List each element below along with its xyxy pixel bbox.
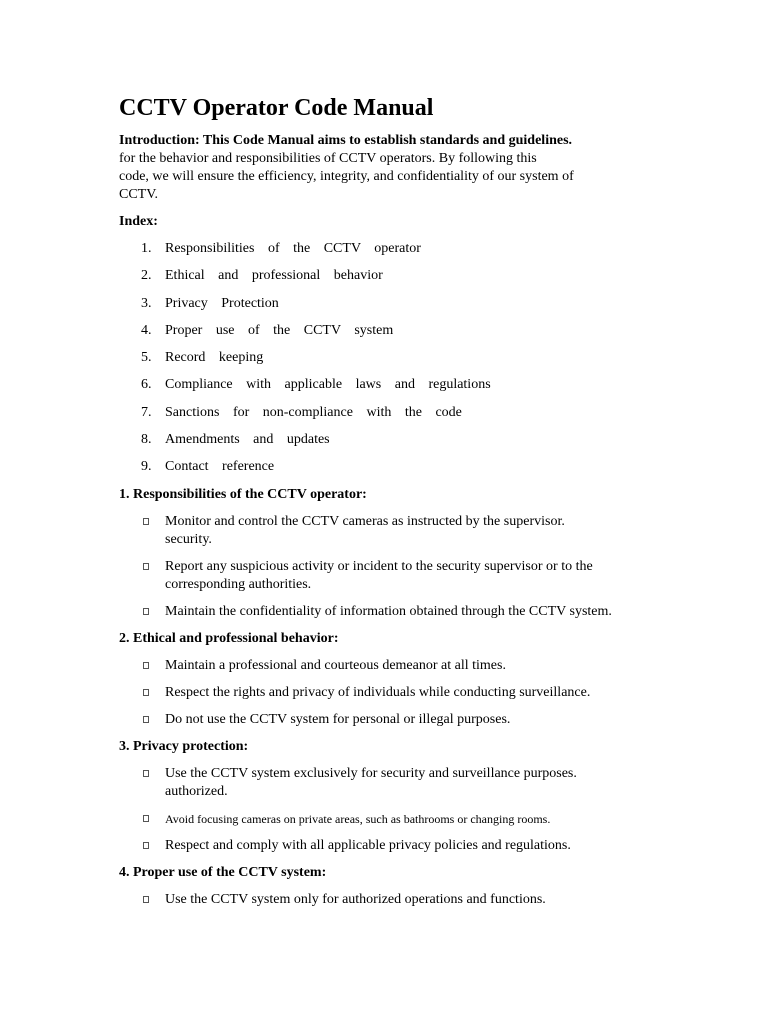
index-item	[119, 295, 639, 313]
bullet-line: authorized.	[165, 783, 228, 799]
index-item	[119, 376, 639, 394]
index-item-text: Compliance with applicable laws and regulations	[165, 377, 491, 393]
bullet-item	[119, 657, 639, 675]
section-bullet-list	[119, 513, 639, 621]
bullet-line: Monitor and control the CCTV cameras as instructed by the supervisor.	[165, 513, 565, 529]
bullet-box-icon	[143, 689, 149, 696]
index-item-number: 6.	[141, 377, 152, 393]
section-heading: 1. Responsibilities of the CCTV operator:	[119, 486, 367, 502]
section-heading: 2. Ethical and professional behavior:	[119, 630, 339, 646]
index-item-number: 5.	[141, 350, 152, 366]
bullet-line: Use the CCTV system only for authorized operations and functions.	[165, 891, 546, 907]
section-bullet-list	[119, 657, 639, 729]
index-item	[119, 267, 639, 285]
index-item-text: Ethical and professional behavior	[165, 268, 383, 284]
section-bullet-list	[119, 765, 639, 855]
bullet-line: Respect the rights and privacy of individuals while conducting surveillance.	[165, 684, 591, 700]
index-item-text: Contact reference	[165, 459, 275, 475]
bullet-line: Maintain a professional and courteous demeanor at all times.	[165, 657, 506, 673]
index-heading: Index:	[119, 214, 158, 229]
intro-line-4: CCTV.	[119, 187, 159, 202]
index-item	[119, 322, 639, 340]
bullet-box-icon	[143, 842, 149, 849]
bullet-line: Do not use the CCTV system for personal or illegal purposes.	[165, 711, 511, 727]
bullet-text	[165, 765, 639, 801]
bullet-text	[165, 810, 639, 828]
section-bullet-list	[119, 891, 639, 909]
bullet-line: Avoid focusing cameras on private areas, such as bathrooms or changing rooms.	[165, 811, 551, 826]
bullet-text	[165, 837, 639, 855]
bullet-item	[119, 891, 639, 909]
index-item-text: Record keeping	[165, 350, 264, 366]
index-item-number: 2.	[141, 268, 152, 284]
bullet-text	[165, 558, 639, 594]
bullet-item	[119, 765, 639, 801]
index-item	[119, 349, 639, 367]
document-page	[119, 93, 639, 918]
index-item-text: Sanctions for non-compliance with the code	[165, 404, 462, 420]
bullet-item	[119, 837, 639, 855]
bullet-text	[165, 603, 639, 621]
bullet-box-icon	[143, 770, 149, 777]
bullet-box-icon	[143, 563, 149, 570]
index-item-number: 4.	[141, 322, 152, 338]
section-heading: 3. Privacy protection:	[119, 738, 249, 754]
bullet-box-icon	[143, 518, 149, 525]
bullet-line: Respect and comply with all applicable privacy policies and regulations.	[165, 837, 571, 853]
index-item-number: 3.	[141, 295, 152, 311]
intro-line-1: Introduction: This Code Manual aims to establish standards and guidelines.	[119, 133, 573, 148]
section-heading: 4. Proper use of the CCTV system:	[119, 864, 327, 880]
index-item-number: 7.	[141, 404, 152, 420]
index-item-number: 8.	[141, 432, 152, 448]
intro-line-3: code, we will ensure the efficiency, integrity, and confidentiality of our system of	[119, 169, 574, 184]
intro-line-2: for the behavior and responsibilities of CCTV operators. By following this	[119, 151, 537, 166]
bullet-text	[165, 657, 639, 675]
bullet-line: Use the CCTV system exclusively for security and surveillance purposes.	[165, 765, 577, 781]
index-item	[119, 431, 639, 449]
bullet-line: corresponding authorities.	[165, 576, 312, 592]
index-list	[119, 240, 639, 476]
bullet-text	[165, 711, 639, 729]
index-item	[119, 240, 639, 258]
bullet-box-icon	[143, 716, 149, 723]
bullet-box-icon	[143, 896, 149, 903]
index-item-number: 1.	[141, 241, 152, 256]
index-item	[119, 404, 639, 422]
index-item-text: Proper use of the CCTV system	[165, 322, 394, 338]
bullet-item	[119, 810, 639, 828]
bullet-line: Maintain the confidentiality of information obtained through the CCTV system.	[165, 603, 612, 619]
bullet-line: Report any suspicious activity or incident to the security supervisor or to the	[165, 558, 593, 574]
index-item-number: 9.	[141, 459, 152, 475]
bullet-text	[165, 513, 639, 549]
bullet-item	[119, 684, 639, 702]
document-title: CCTV Operator Code Manual	[119, 95, 434, 121]
introduction-paragraph	[119, 132, 639, 204]
bullet-box-icon	[143, 815, 149, 822]
bullet-item	[119, 603, 639, 621]
index-item	[119, 458, 639, 476]
bullet-box-icon	[143, 662, 149, 669]
bullet-line: security.	[165, 531, 212, 547]
bullet-text	[165, 891, 639, 909]
index-item-text: Responsibilities of the CCTV operator	[165, 241, 421, 256]
bullet-item	[119, 711, 639, 729]
bullet-text	[165, 684, 639, 702]
index-item-text: Privacy Protection	[165, 295, 279, 311]
bullet-box-icon	[143, 608, 149, 615]
bullet-item	[119, 558, 639, 594]
index-item-text: Amendments and updates	[165, 432, 330, 448]
bullet-item	[119, 513, 639, 549]
